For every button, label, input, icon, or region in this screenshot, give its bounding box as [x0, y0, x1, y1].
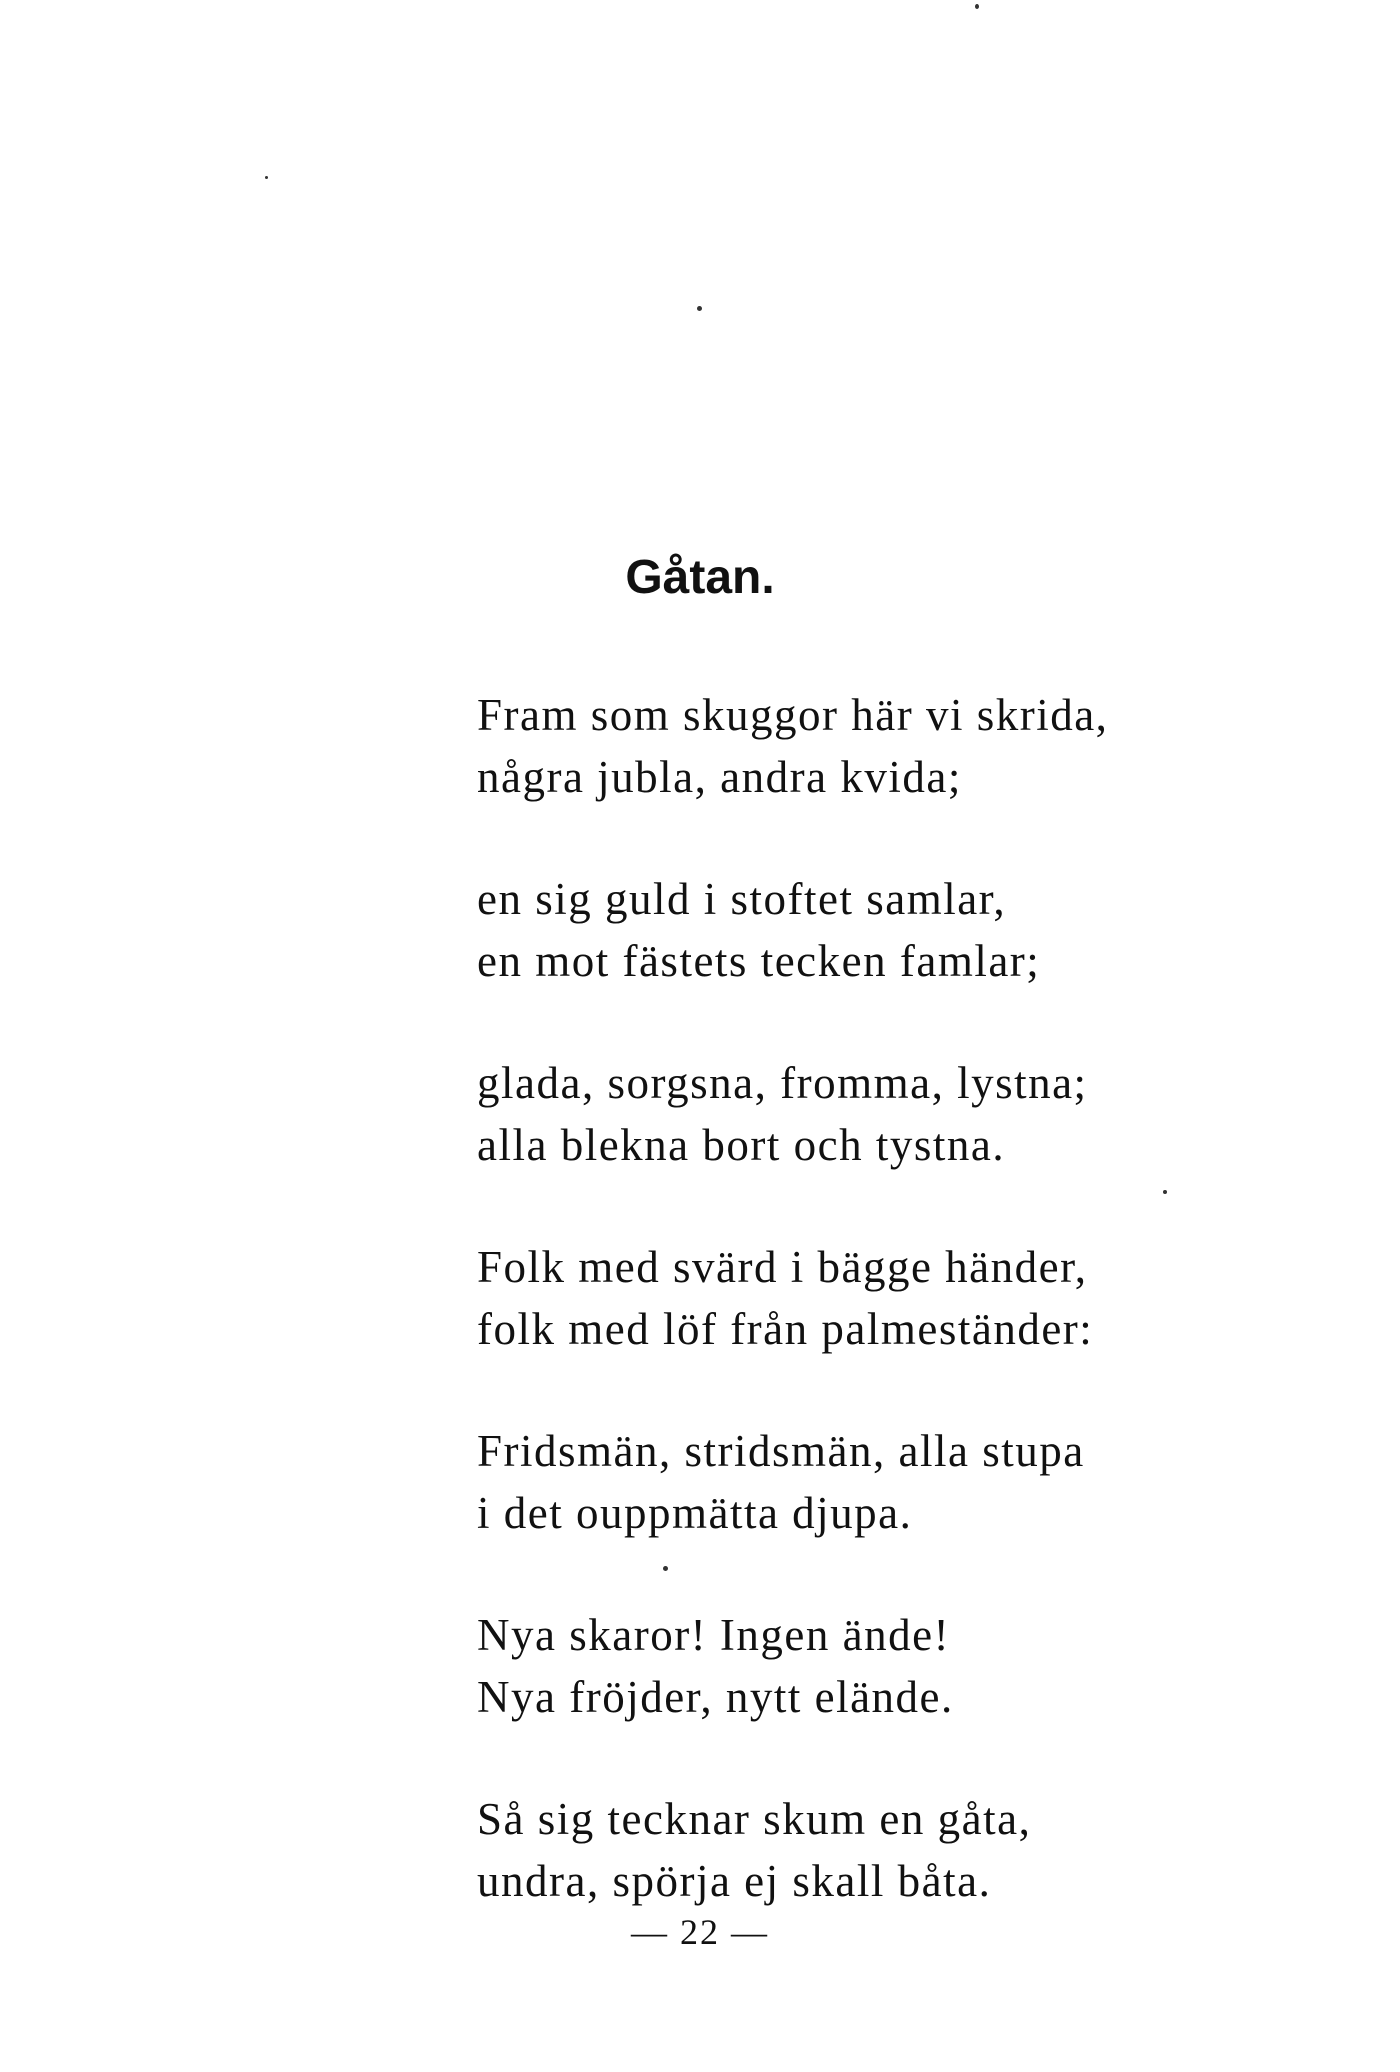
poem-line: några jubla, andra kvida;	[477, 752, 962, 802]
stanza	[477, 1604, 1297, 1728]
print-speck	[697, 306, 702, 311]
print-speck	[975, 4, 979, 9]
poem-line: glada, sorgsna, fromma, lystna;	[477, 1058, 1088, 1108]
poem-line: Fram som skuggor här vi skrida,	[477, 690, 1109, 740]
poem-line: alla blekna bort och tystna.	[477, 1120, 1006, 1170]
poem-line: Nya skaror! Ingen ände!	[477, 1610, 951, 1660]
poem-line: en sig guld i stoftet samlar,	[477, 874, 1007, 924]
stanza	[477, 1236, 1297, 1360]
poem-line: Nya fröjder, nytt elände.	[477, 1672, 954, 1722]
poem-body	[477, 684, 1297, 1972]
poem-line: i det ouppmätta djupa.	[477, 1488, 913, 1538]
poem-title: Gåtan.	[625, 551, 775, 604]
stanza	[477, 1052, 1297, 1176]
poem-line: undra, spörja ej skall båta.	[477, 1856, 992, 1906]
print-speck	[265, 176, 268, 179]
page-number: — 22 —	[631, 1912, 769, 1952]
stanza	[477, 1788, 1297, 1912]
poem-line: folk med löf från palmeständer:	[477, 1304, 1094, 1354]
poem-line: en mot fästets tecken famlar;	[477, 936, 1041, 986]
stanza	[477, 684, 1297, 808]
poem-line: Folk med svärd i bägge händer,	[477, 1242, 1088, 1292]
stanza	[477, 868, 1297, 992]
poem-line: Så sig tecknar skum en gåta,	[477, 1794, 1032, 1844]
poem-line: Fridsmän, stridsmän, alla stupa	[477, 1426, 1085, 1476]
stanza	[477, 1420, 1297, 1544]
